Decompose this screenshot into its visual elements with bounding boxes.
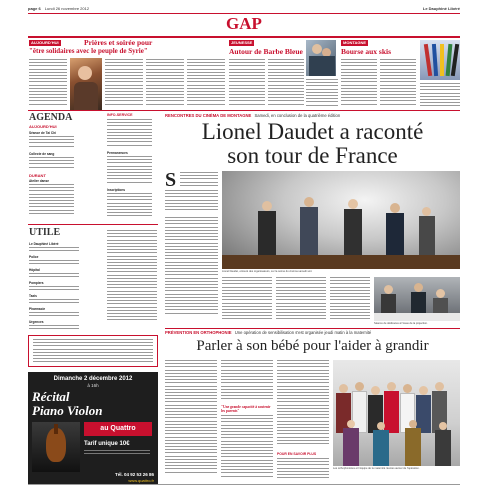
ad-violin-photo bbox=[32, 422, 80, 472]
top-story-1-text-a bbox=[29, 59, 67, 109]
main-kicker-strong: RENCONTRES DU CINÉMA DE MONTAGNE bbox=[165, 113, 252, 118]
main-body-col-1b bbox=[165, 190, 218, 214]
top-story-1-text-d bbox=[187, 59, 225, 109]
main-body-col-1a bbox=[180, 172, 218, 188]
agenda-text-2 bbox=[29, 157, 74, 171]
utile-item-3: Hôpital bbox=[29, 268, 40, 272]
infos-item-1: Permanences bbox=[107, 151, 128, 155]
main-headline-line-2: son tour de France bbox=[227, 143, 398, 168]
top-story-1-text-c bbox=[146, 59, 184, 109]
second-body-col-2a bbox=[221, 360, 273, 404]
ad-phone: Tél. 04 92 53 26 86 bbox=[114, 472, 154, 477]
main-inset-photo bbox=[374, 277, 460, 321]
left-divider bbox=[28, 224, 158, 225]
top-story-2-text-c bbox=[306, 79, 338, 109]
utile-text-2 bbox=[29, 260, 79, 266]
utile-title: UTILE bbox=[29, 227, 61, 238]
agenda-item-2: Collecte de sang bbox=[29, 152, 55, 156]
main-headline-line-1: Lionel Daudet a raconté bbox=[201, 119, 424, 144]
second-body-col-1 bbox=[165, 360, 217, 480]
main-body-col-1c bbox=[165, 217, 218, 323]
second-subhead-1: "Une grande capacité à soutenir les parents" bbox=[221, 405, 271, 413]
utile-item-2: Police bbox=[29, 255, 39, 259]
main-body-col-3 bbox=[276, 277, 326, 325]
utile-text-4 bbox=[29, 286, 79, 292]
top-story-2-text-b bbox=[268, 59, 304, 109]
ad-fineprint bbox=[84, 450, 150, 458]
second-body-col-2b bbox=[221, 415, 273, 481]
utile-text-6 bbox=[29, 312, 79, 318]
infos-text-3 bbox=[107, 193, 152, 221]
utile-text-5 bbox=[29, 299, 79, 305]
second-subhead-2: POUR EN SAVOIR PLUS bbox=[277, 452, 317, 456]
utile-side-text bbox=[107, 230, 157, 330]
main-body-col-2 bbox=[222, 277, 272, 325]
main-inset-caption: Séance de dédicaces à l'issue de la projection. bbox=[374, 322, 428, 325]
top-story-1-text-b bbox=[105, 59, 143, 109]
ad-title-2: Piano Violon bbox=[32, 403, 103, 418]
second-headline: Parler à son bébé pour l'aider à grandir bbox=[196, 338, 429, 354]
ad-date: Dimanche 2 décembre 2012 bbox=[53, 376, 133, 382]
utile-item-5: Taxis bbox=[29, 294, 37, 298]
top-story-3-text-c bbox=[420, 83, 460, 109]
agenda-item-3: Atelier danse bbox=[29, 179, 50, 183]
infos-text-1 bbox=[107, 119, 152, 149]
agenda-today: AUJOURD'HUI bbox=[29, 124, 57, 129]
utile-text-7 bbox=[29, 325, 79, 331]
agenda-later: DURANT bbox=[29, 173, 46, 178]
folio-paper: Le Dauphiné Libéré bbox=[422, 6, 460, 11]
second-body-col-3a bbox=[277, 360, 329, 450]
second-kicker-rest: Une opération de sensibilisation s'est organisée jeudi matin à la maternité bbox=[234, 330, 372, 335]
second-photo-caption: Les orthophonistes et l'équipe de la maternité réunies autour de l'opération. bbox=[333, 467, 420, 470]
ad-tariff: Tarif unique 10€ bbox=[84, 441, 130, 447]
top-story-1-kicker: AUJOURD'HUI bbox=[31, 40, 59, 45]
top-story-2-text-a bbox=[229, 59, 265, 109]
concert-advert bbox=[28, 372, 158, 484]
top-story-3-photo bbox=[420, 40, 460, 80]
page-bottom-rule bbox=[28, 484, 460, 485]
section-title: GAP bbox=[226, 14, 262, 33]
reader-box bbox=[28, 335, 158, 367]
second-body-col-3b bbox=[277, 458, 329, 482]
top-story-3-text-a bbox=[341, 59, 377, 109]
top-story-2-kicker: JEUNESSE bbox=[231, 40, 253, 45]
main-bottom-rule bbox=[165, 328, 460, 329]
utile-item-4: Pompiers bbox=[29, 281, 44, 285]
second-photo bbox=[333, 360, 460, 466]
ad-web: www.quattro.fr bbox=[128, 478, 154, 483]
main-body-col-4 bbox=[330, 277, 370, 325]
folio-date: Lundi 26 novembre 2012 bbox=[44, 6, 90, 11]
top-story-1-subtitle: "être solidaires avec le peuple de Syrie" bbox=[29, 47, 148, 55]
top-row-rule bbox=[28, 110, 460, 111]
ad-title-1: Récital bbox=[32, 389, 70, 404]
agenda-item-1: Séance de Tai Chi bbox=[29, 131, 57, 135]
main-photo bbox=[222, 171, 460, 269]
main-kicker-rest: Samedi, en conclusion de la quatrième édition bbox=[254, 113, 341, 118]
utile-item-1: Le Dauphiné Libéré bbox=[29, 242, 59, 246]
utile-item-6: Pharmacie bbox=[29, 307, 46, 311]
infos-title: INFO-SERVICE bbox=[107, 113, 133, 117]
top-story-3-kicker: MONTAGNE bbox=[343, 40, 367, 45]
agenda-text-3 bbox=[29, 184, 74, 220]
folio-page: page 6 bbox=[28, 6, 41, 11]
second-kicker-strong: PRÉVENTION EN ORTHOPHONIE bbox=[165, 330, 232, 335]
ad-venue: au Quattro bbox=[100, 425, 136, 432]
agenda-text-1 bbox=[29, 136, 74, 150]
folio bbox=[28, 6, 460, 12]
agenda-title: AGENDA bbox=[29, 112, 73, 123]
top-story-3-text-b bbox=[380, 59, 416, 109]
infos-item-2: Inscriptions bbox=[107, 188, 126, 192]
main-photo-caption: Lionel Daudet, entouré des organisateurs, sur la scène du cinéma samedi soir. bbox=[222, 270, 313, 273]
top-story-1-title: Prières et soirée pour bbox=[84, 38, 153, 47]
top-story-2-photo bbox=[306, 40, 336, 76]
infos-text-2 bbox=[107, 156, 152, 186]
top-story-1-photo bbox=[70, 58, 102, 110]
top-story-3-title: Bourse aux skis bbox=[341, 47, 392, 56]
main-drop-cap: S bbox=[165, 171, 177, 189]
utile-item-7: Urgences bbox=[29, 320, 44, 324]
utile-text-3 bbox=[29, 273, 79, 279]
utile-text-1 bbox=[29, 247, 79, 253]
ad-time: à 16h bbox=[87, 383, 99, 388]
top-story-2-title: Autour de Barbe Bleue bbox=[229, 47, 303, 56]
